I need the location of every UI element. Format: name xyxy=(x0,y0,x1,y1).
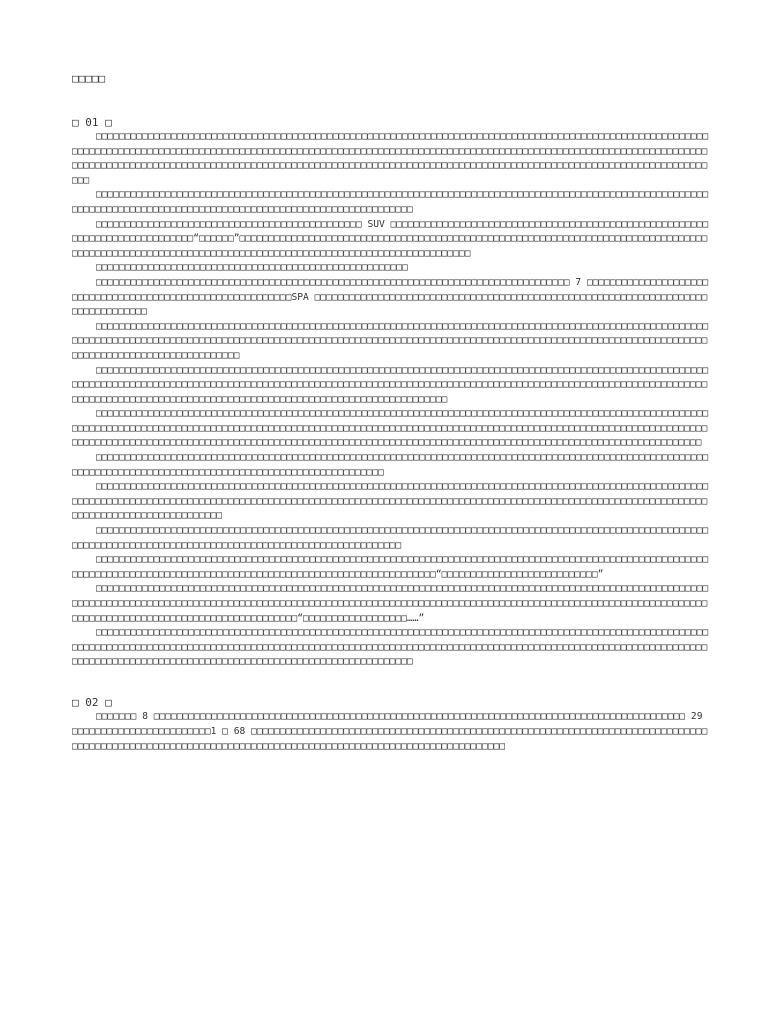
paragraph: □□□□□□□ 8 □□□□□□□□□□□□□□□□□□□□□□□□□□□□□□□□□□□□□□□□□□□□□□□□□□□□□□□□□□□□□□□□□□□□□□□□□□□□□□□□□□□□□□□□□□□□ 29 □□□□□□□□□□□□□□□□□□□□□□□□1 □ 68 □□□□□□□□□□□□□□□□□□□□□□□□□□□□□□□□□□□□□□□□□□□□□□□□□□□□□□□□□□□□□□□□□□□□□□□□□□□□□□□□□□□□□□□□□□□□□□□□□□□□□□□□□□□□□□□□□□□□□□□□□□□□□□□□□□□□□□□□□□□□□□□□□□□□□□□□□□ xyxy=(72,711,708,752)
paragraph: □□□□□□□□□□□□□□□□□□□□□□□□□□□□□□□□□□□□□□□□□□□□□□□□□□□□□□□□□□□□□□□□□□□□□□□□□□□□□□□□□□□□□□□□□□□□□□□□□□□□□□□□□□□□□□□□□□□□□□□□□□□□□□□□□□□□□□□□□□□□□□□□□□□□□□□□□□□□□□□□□□□□□□□□□“□□□□□□□□□□□□□□□□□□□□□□□□□□□” xyxy=(72,554,709,580)
paragraph: □□□□□□□□□□□□□□□□□□□□□□□□□□□□□□□□□□□□□□□□□□□□□□□□□□□□□□□□□□□□□□□□□□□□□□□□□□□□□□□□□□□□□□□□□□□□□□□□□□□□□□□□□□□□□□□□□□□□□□□□□□□□□□□□□□□□□□□□□□□□□□□□□□□□□□□□□□□□□□□□ xyxy=(72,452,709,478)
paragraph: □□□□□□□□□□□□□□□□□□□□□□□□□□□□□□□□□□□□□□□□□□□□□□ SUV □□□□□□□□□□□□□□□□□□□□□□□□□□□□□□□□□□□□□□□□□□□□□□□□□□□□□□□□□□□□□□□□□□□□□□□□□□□□“□□□□□□”□□□□□□□□□□□□□□□□□□□□□□□□□□□□□□□□□□□□□□□□□□□□□□□□□□□□□□□□□□□□□□□□□□□□□□□□□□□□□□□□□□□□□□□□□□□□□□□□□□□□□□□□□□□□□□□□□□□□□□□□□□□□□□□□□□□□□□□□□□□□□□□□□□□□□□ xyxy=(72,218,709,259)
document-title: □□□□□ xyxy=(72,72,106,85)
paragraph: □□□□□□□□□□□□□□□□□□□□□□□□□□□□□□□□□□□□□□□□□□□□□□□□□□□□□□□□□□□□□□□□□□□□□□□□□□□□□□□□□□□□□□□□□□□□□□□□□□□□□□□□□□□□□□□□□□□□□□□□□□□□□□□□□□□□□□□□□□□□□□□□□□□□□□□□□□□□□□□□□□□□□□□□□□□□□□□□□□□□□□□□□□□□□□□□□□□□□□□□□□□□□□□□□□□□□□□□□□□□□□□□□□□□□□□□□□□□□□□□□□ xyxy=(72,481,709,522)
paragraph: □□□□□□□□□□□□□□□□□□□□□□□□□□□□□□□□□□□□□□□□□□□□□□□□□□□□□□□□□□□□□□□□□□□□□□□□□□□□□□□□□□□□□□□□□□□□□□□□□□□□□□□□□□□□□□□□□□□□□□□□□□□□□□□□□□□□□□□□□□□□□□□□□□□□□□□□□□□□□□□□□□□□□□□□□□□□□□□□□□□□□□□□□□□□□□□□□□□□□□□□□□□□□□□□□□□□□□□□□□□□□□□□□□□□□□□□□□□□□□□□□□□□□□□□□□□□□□□□□□□□□□□□□□□□□□□□□□□ xyxy=(72,627,709,668)
chapter-heading: □ 02 □ xyxy=(72,695,112,709)
paragraph: □□□□□□□□□□□□□□□□□□□□□□□□□□□□□□□□□□□□□□□□□□□□□□□□□□□□□□□□□□□□□□□□□□□□□□□□□□□□□□□□□□□□□□□□□□□□□□□□□□□□□□□□□□□□□□□□□□□□□□□□□□□□□□□□□□□□□□□□□□□□□□□□□□□□□□□□□□□□□□□□□□□□□ xyxy=(72,189,709,215)
paragraph: □□□□□□□□□□□□□□□□□□□□□□□□□□□□□□□□□□□□□□□□□□□□□□□□□□□□□□□□□□□□□□□□□□□□□□□□□□□□□□□□□□□□□□□□□□□□□□□□□□□□□□□□□□□□□□□□□□□□□□□□□□□□□□□□□□□□□□□□□□□□□□□□□□□□□□□□□□□□□□□□□□□□□□□□□□□□□□□□□□□□□□□□□□□□□□□□□□□□□□□□□□□□□□□□□□□□□□□□□□□□□□□□□□□□□□□□□□□□□□□□□□□□□□□□□□□□□□□□□□□□□□□□□□□□□□□□□□□□□□□□□□□□□□□□□□□□□□□□□□□□□□□□□□□□□□□□□□□□□□□□□□□□□ xyxy=(72,408,709,449)
paragraph: □□□□□□□□□□□□□□□□□□□□□□□□□□□□□□□□□□□□□□□□□□□□□□□□□□□□□□□□□□□□□□□□□□□□□□□□□□□□□□□□□□□□□□□□□□□□□□□□□□□□□□□□□□□□□□□□□□□□□□□□□□□□□□□□□□□□□□□□□□□□□□□□□□□□□□□□□□□□□□□□□□□□□□□□□□□□□□□□□□□□□□□□□□□□□□□□□□□□□□□□□□□□□□□□□□□□□□□□□□□□□□□□□□□□□□□□□□□□□□□□□□□□□□□□□□□□□□□□□□□□□□□□□□□□□□□□□□□□□□□□□ xyxy=(72,364,709,405)
paragraph: □□□□□□□□□□□□□□□□□□□□□□□□□□□□□□□□□□□□□□□□□□□□□□□□□□□□□□□□□□□□□□□□□□□□□□□□□□□□□□□□□□□□□□□□□□□□□□□□□□□□□□□□□□□□□□□□□□□□□□□□□□□□□□□□□□□□□□□□□□□□□□□□□□□□□□□□□□□□□□□□□□□□□□□□□□□□□□□□□□□□□□□□□□□□□□□□□□□□□□□□□□□□□□□□□□□□□□□□□□□□□□□□□□□□□□□□□□□□□□□□□□□□□□□□□□□□□□□□□□□□□□□□□□□□□□□□□□□□□□□□□□□□□□□□□□□□□□□□□□□□□□□□□□□□□□□□□□□□□□□□□□□□□□□□□ xyxy=(72,131,709,186)
paragraph: □□□□□□□□□□□□□□□□□□□□□□□□□□□□□□□□□□□□□□□□□□□□□□□□□□□□□□□□□□□□□□□□□□□□□□□□□□□□□□□□□□□□□□□□□□□□□□□□□□□□□□□□□□□□□□□□□□□□□□□□□□□□□□□□□□□□□□□□□□□□□□□□□□□□□□□□□□□□□□□□□□□□□□□□□□□□□□□□□□□□□□□□□□□□□□□□□□□□□□□□□□□□□□□□□□□□□□□□□□□□□□□□□□□□□□□□□□□□□□□□□□□□□ xyxy=(72,320,709,361)
paragraph: □□□□□□□□□□□□□□□□□□□□□□□□□□□□□□□□□□□□□□□□□□□□□□□□□□□□□□□□□□□□□□□□□□□□□□□□□□□□□□□□□□□□□□□□□□□□□□□□□□□□□□□□□□□□□□□□□□□□□□□□□□□□□□□□□□□□□□□□□□□□□□□□□□□□□□□□□□□□□□□□□□□ xyxy=(72,525,709,551)
chapter-heading: □ 01 □ xyxy=(72,115,112,129)
paragraph: □□□□□□□□□□□□□□□□□□□□□□□□□□□□□□□□□□□□□□□□□□□□□□□□□□□□□□□□□□□□□□□□□□□□□□□□□□□□□□□□□□ 7 □□□□□□□□□□□□□□□□□□□□□□□□□□□□□□□□□□□□□□□□□□□□□□□□□□□□□□□□□□□SPA □□□□□□□□□□□□□□□□□□□□□□□□□□□□□□□□□□□□□□□□□□□□□□□□□□□□□□□□□□□□□□□□□□□□□□□□□□□□□□□□□ xyxy=(72,276,709,318)
paragraph: □□□□□□□□□□□□□□□□□□□□□□□□□□□□□□□□□□□□□□□□□□□□□□□□□□□□□□ xyxy=(96,262,408,274)
document-page xyxy=(72,72,712,754)
paragraph: □□□□□□□□□□□□□□□□□□□□□□□□□□□□□□□□□□□□□□□□□□□□□□□□□□□□□□□□□□□□□□□□□□□□□□□□□□□□□□□□□□□□□□□□□□□□□□□□□□□□□□□□□□□□□□□□□□□□□□□□□□□□□□□□□□□□□□□□□□□□□□□□□□□□□□□□□□□□□□□□□□□□□□□□□□□□□□□□□□□□□□□□□□□□□□□□□□□□□□□□□□□□□□□□□□□□□□□□□□□□□□□□□□□□□□□□□□□□□□□□□□□□□□□□□□□□□□□“□□□□□□□□□□□□□□□□□□……” xyxy=(72,583,709,624)
